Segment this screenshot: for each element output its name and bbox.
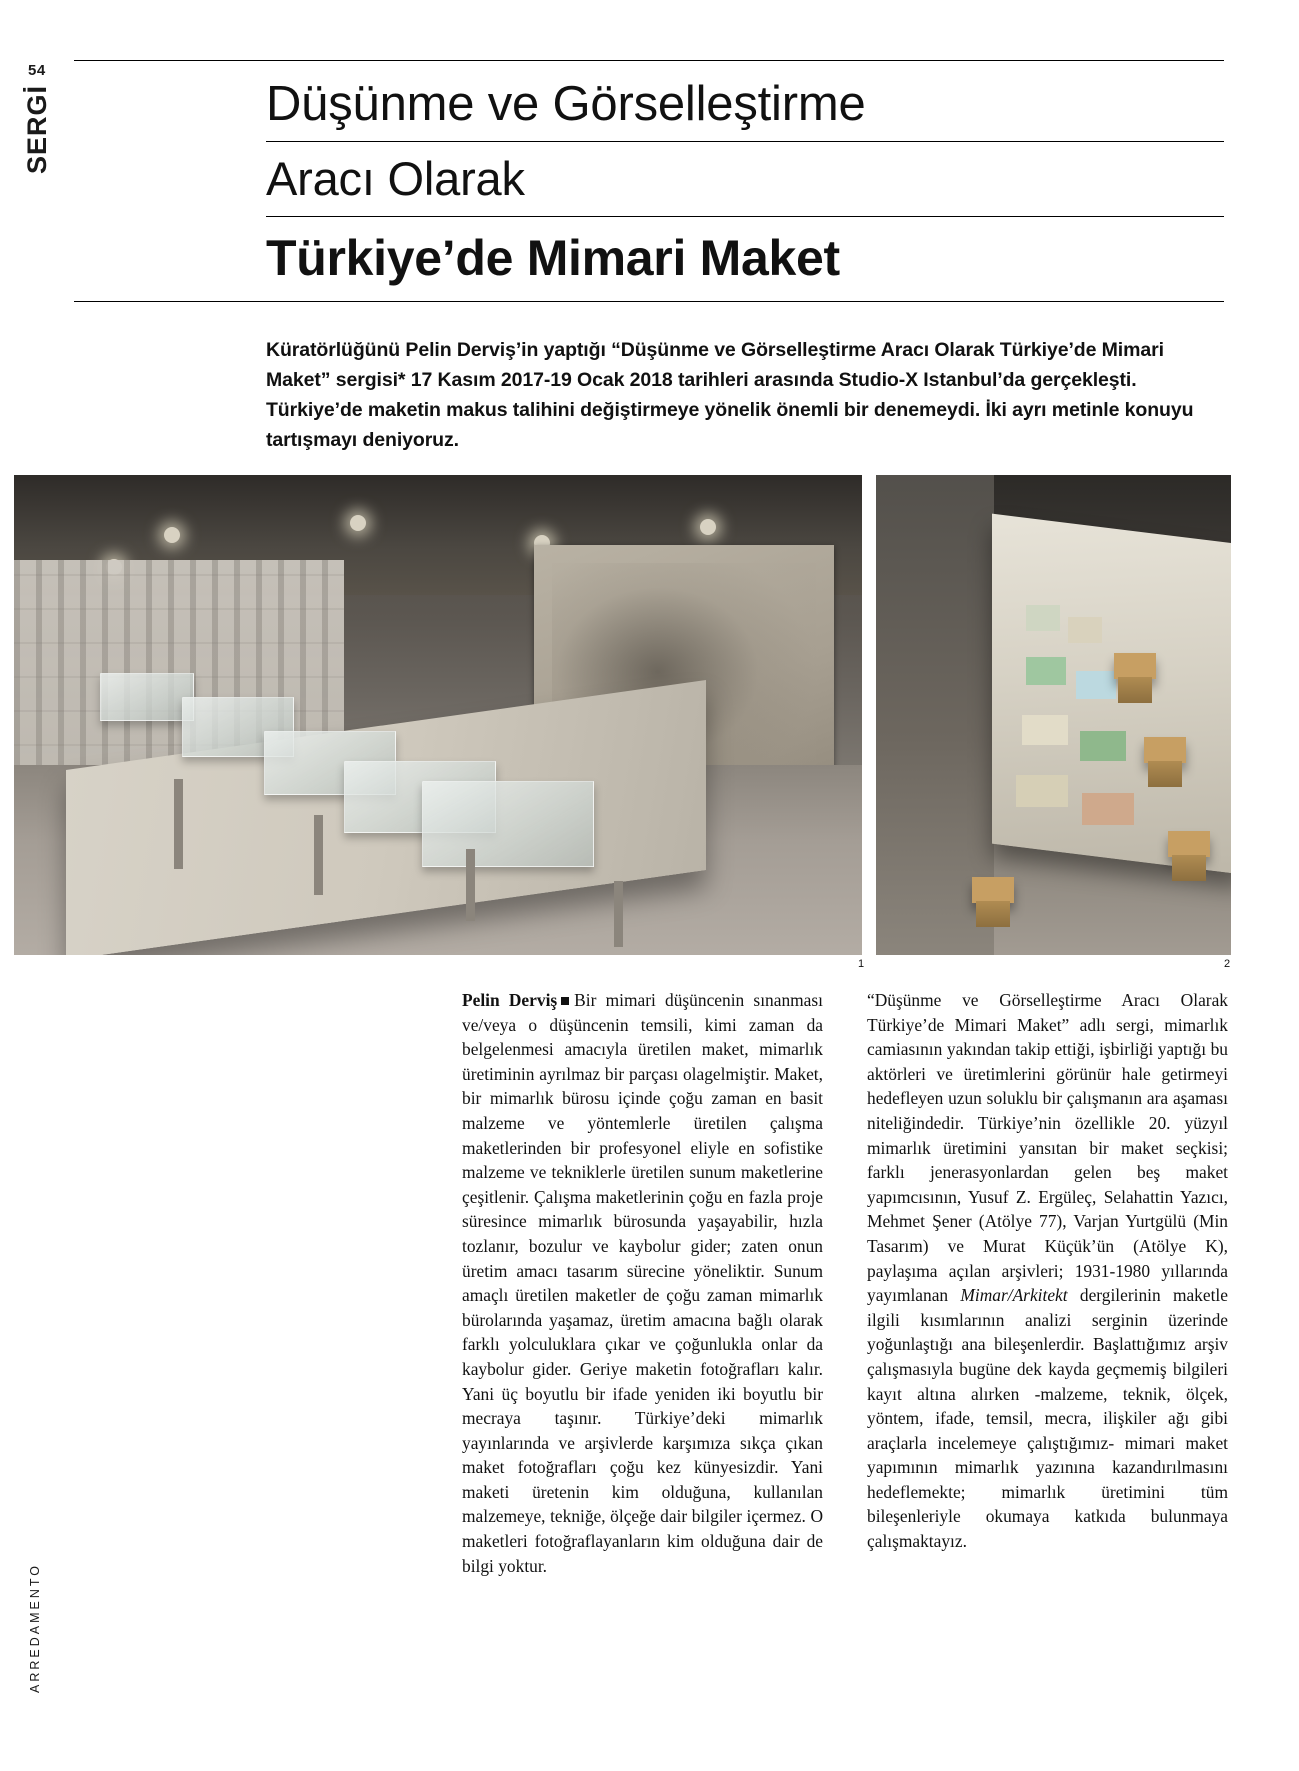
journal-title-italic: Mimar/Arkitekt bbox=[960, 1285, 1068, 1306]
exhibition-photo-1 bbox=[14, 475, 862, 955]
title-line-1: Düşünme ve Görselleştirme bbox=[266, 77, 866, 131]
body-columns bbox=[462, 988, 1228, 1578]
standfirst: Küratörlüğünü Pelin Derviş’in yaptığı “Düşünme ve Görselleştirme Aracı Olarak Türkiye’de Mimari Maket” sergisi* 17 Kasım 2017-19 Ocak 2018 tarihleri arasında Studio-X Istanbul’da gerçekleşti. Türkiye’de maketin makus talihini değiştirmeye yönelik önemli bir denemeydi. İki ayrı metinle konuyu tartışmayı deniyoruz. bbox=[266, 339, 1194, 451]
body-column-2-text-part2: dergilerinin maketle ilgili kısımlarının analizi serginin üzerinde yoğunlaştığı ana bileşenlerdir. Başlattığımız arşiv çalışmasıyla bugüne dek kayda geçmemiş bilgileri kayıt altına alırken -malzeme, teknik, ölçek, yöntem, ifade, temsil, mecra, ilişkiler ağı gibi araçlarla incelemeye çalıştığımız- mimari maket yapımının mimarlık yazınına kazandırılmasını hedeflemekte; mimarlık üretimini tüm bileşenleriyle okumaya katkıda bulunmaya çalışmaktayız. bbox=[867, 1285, 1228, 1552]
body-column-2 bbox=[867, 988, 1228, 1578]
magazine-brand: ARREDAMENTO bbox=[28, 1562, 42, 1693]
title-block bbox=[74, 60, 1224, 302]
figure-group bbox=[14, 475, 1231, 955]
rule-bottom bbox=[74, 301, 1224, 302]
figure-caption-2: 2 bbox=[1224, 958, 1231, 970]
body-column-1 bbox=[462, 988, 823, 1578]
square-bullet-icon bbox=[561, 997, 569, 1005]
body-column-1-text: Bir mimari düşüncenin sınanması ve/veya o düşüncenin temsili, kimi zaman da belgelenmesi amacıyla üretilen maket, mimarlık üretiminin ayrılmaz bir parçası olagelmiştir. Maket, bir mimarlık bürosu içinde çoğu zaman en basit malzeme ve yöntemlerle üretilen çalışma maketlerinden bir profesyonel eliyle en sofistike malzeme ve tekniklerle üretilen sunum maketlerine çeşitlenir. Çalışma maketlerinin çoğu en fazla proje süresince mimarlık bürosunda yaşayabilir, hızla tozlanır, bozulur ve kaybolur gider; zaten onun üretim amacı tasarım sürecine yöneliktir. Sunum amaçlı üretilen maketler de çoğu zaman mimarlık bürolarında yaşamaz, üretim amacına bağlı olarak farklı yolculuklara çıkar ve çoğunlukla onlar da kaybolur gider. Geriye maketin fotoğrafları kalır. Yani üç boyutlu bir ifade yeniden iki boyutlu bir mecraya taşınır. Türkiye’deki mimarlık yayınlarında ve arşivlerde karşımıza sıkça çıkan maket fotoğrafları çoğu kez künyesizdir. Yani maketi üretenin kim olduğuna, kullanılan malzemeye, tekniğe, ölçeğe dair bilgiler içermez. O maketleri fotoğraflayanların kim olduğuna dair de bilgi yoktur. bbox=[462, 990, 823, 1576]
author-byline: Pelin Derviş bbox=[462, 990, 558, 1010]
title-line-3: Türkiye’de Mimari Maket bbox=[266, 230, 840, 286]
figure-caption-1: 1 bbox=[858, 958, 865, 970]
body-column-2-text-part1: “Düşünme ve Görselleştirme Aracı Olarak Türkiye’de Mimari Maket” adlı sergi, mimarlık camiasının yakından takip ettiği, işbirliği yaptığı bu aktörleri ve üretimlerini görünür hale getirmeyi hedefleyen uzun soluklu bir çalışmanın ara aşaması niteliğindedir. Türkiye’nin özellikle 20. yüzyıl mimarlık üretimini yansıtan bir maket seçkisi; farklı jenerasyonlardan gelen beş maket yapımcısının, Yusuf Z. Ergüleç, Selahattin Yazıcı, Mehmet Şener (Atölye 77), Varjan Yurtgülü (Min Tasarım) ve Murat Küçük’ün (Atölye K), paylaşıma açılan arşivleri; 1931-1980 yıllarında yayımlanan bbox=[867, 990, 1228, 1306]
page-number: 54 bbox=[28, 62, 46, 79]
exhibition-photo-2 bbox=[876, 475, 1231, 955]
section-label: SERGİ bbox=[22, 85, 52, 175]
title-line-2: Aracı Olarak bbox=[266, 152, 525, 205]
